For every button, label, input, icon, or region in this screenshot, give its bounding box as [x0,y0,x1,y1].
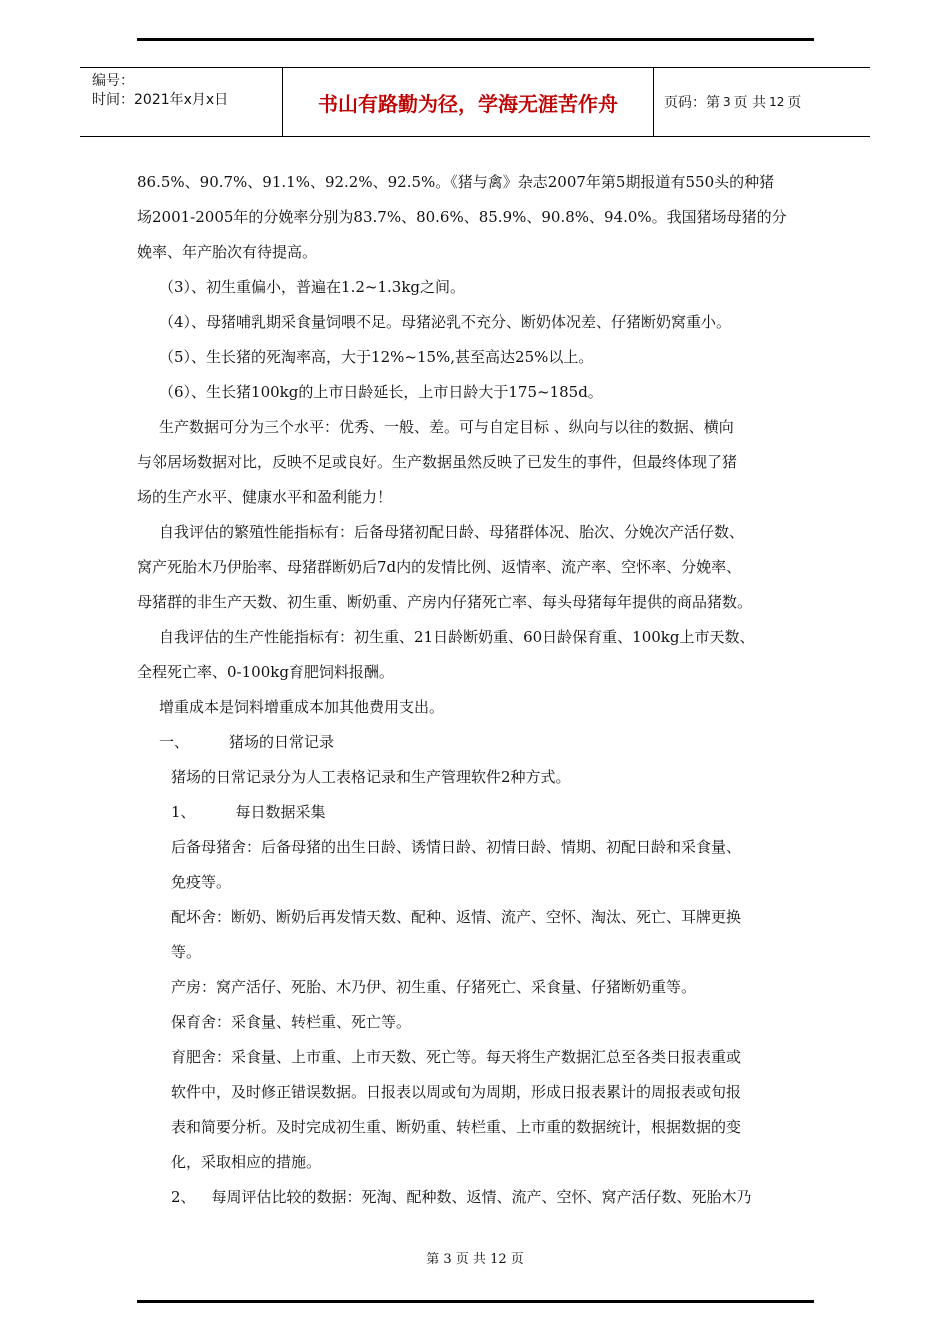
page-prefix: 页码：第 [664,95,720,111]
text-line: 化，采取相应的措施。 [171,1153,322,1171]
code-label: 编号： [92,73,134,89]
text-line: （3）、初生重偏小，普遍在1.2~1.3kg之间。 [159,278,466,296]
top-rule [137,38,814,41]
page-footer [0,1248,950,1267]
subsection-number: 2、 [171,1188,196,1206]
text-line: 表和简要分析。及时完成初生重、断奶重、转栏重、上市重的数据统计，根据数据的变 [171,1118,742,1136]
text-line: 生产数据可分为三个水平：优秀、一般、差。可与自定目标 、纵向与以往的数据、横向 [159,418,734,436]
footer-prefix: 第 [426,1252,440,1267]
page-header [80,67,870,137]
text-line: 增重成本是饲料增重成本加其他费用支出。 [159,698,445,716]
text-line: 软件中，及时修正错误数据。日报表以周或旬为周期，形成日报表累计的周报表或旬报 [171,1083,742,1101]
date-label: 时间：2021年x月x日 [92,92,229,108]
page-current: 3 [723,95,731,109]
section-number: 一、 [159,733,190,751]
text-line: 场2001-2005年的分娩率分别为83.7%、80.6%、85.9%、90.8%、94.0%。我国猪场母猪的分 [137,208,787,226]
text-line: 配坏舍：断奶、断奶后再发情天数、配种、返情、流产、空怀、淘汰、死亡、耳牌更换 [171,908,742,926]
text-line: 全程死亡率、0-100kg育肥饲料报酬。 [137,663,394,681]
text-line: 等。 [171,943,202,961]
text-line: 育肥舍：采食量、上市重、上市天数、死亡等。每天将生产数据汇总至各类日报表重或 [171,1048,742,1066]
text-line: 产房：窝产活仔、死胎、木乃伊、初生重、仔猪死亡、采食量、仔猪断奶重等。 [171,978,697,996]
text-line: （6）、生长猪100kg的上市日龄延长，上市日龄大于175~185d。 [159,383,603,401]
text-line: 娩率、年产胎次有待提高。 [137,243,318,261]
page-mid: 页 共 [733,95,767,111]
subsection-number: 1、 [171,803,196,821]
page-suffix: 页 [787,95,802,111]
text-line: 母猪群的非生产天数、初生重、断奶重、产房内仔猪死亡率、每头母猪每年提供的商品猪数。 [137,593,753,611]
subsection-title: 每日数据采集 [235,803,326,821]
text-line: 自我评估的繁殖性能指标有：后备母猪初配日龄、母猪群体况、胎次、分娩次产活仔数、 [159,523,745,541]
text-line: 86.5%、90.7%、91.1%、92.2%、92.5%。《猪与禽》杂志2007年第5期报道有550头的种猪 [137,173,775,191]
text-line: 保育舍：采食量、转栏重、死亡等。 [171,1013,412,1031]
text-line: 窝产死胎木乃伊胎率、母猪群断奶后7d内的发情比例、返情率、流产率、空怀率、分娩率、 [137,558,742,576]
text-line: 免疫等。 [171,873,232,891]
text-line: 场的生产水平、健康水平和盈利能力！ [137,488,393,506]
text-line: 猪场的日常记录分为人工表格记录和生产管理软件2种方式。 [171,768,571,786]
subsection-heading [137,1180,817,1215]
subsection-text: 每周评估比较的数据：死淘、配种数、返情、流产、空怀、窝产活仔数、死胎木乃 [211,1188,752,1206]
motto: 书山有路勤为径，学海无涯苦作舟 [282,68,654,136]
section-title: 猪场的日常记录 [229,733,335,751]
section-heading [137,725,817,760]
text-line: 后备母猪舍：后备母猪的出生日龄、诱情日龄、初情日龄、情期、初配日龄和采食量、 [171,838,742,856]
subsection-heading [137,795,817,830]
footer-current: 3 [443,1252,452,1267]
bottom-rule [137,1300,814,1303]
footer-suffix: 页 [510,1252,524,1267]
page-indicator [654,68,870,136]
footer-total: 12 [490,1252,507,1267]
text-line: 与邻居场数据对比，反映不足或良好。生产数据虽然反映了已发生的事件，但最终体现了猪 [137,453,738,471]
text-line: 自我评估的生产性能指标有：初生重、21日龄断奶重、60日龄保育重、100kg上市天数、 [159,628,755,646]
text-line: （4）、母猪哺乳期采食量饲喂不足。母猪泌乳不充分、断奶体况差、仔猪断奶窝重小。 [159,313,732,331]
page-total: 12 [769,95,785,109]
footer-mid: 页 共 [455,1252,486,1267]
text-line: （5）、生长猪的死淘率高，大于12%~15%,甚至高达25%以上。 [159,348,594,366]
header-meta [80,68,282,136]
body-text [137,165,817,1215]
